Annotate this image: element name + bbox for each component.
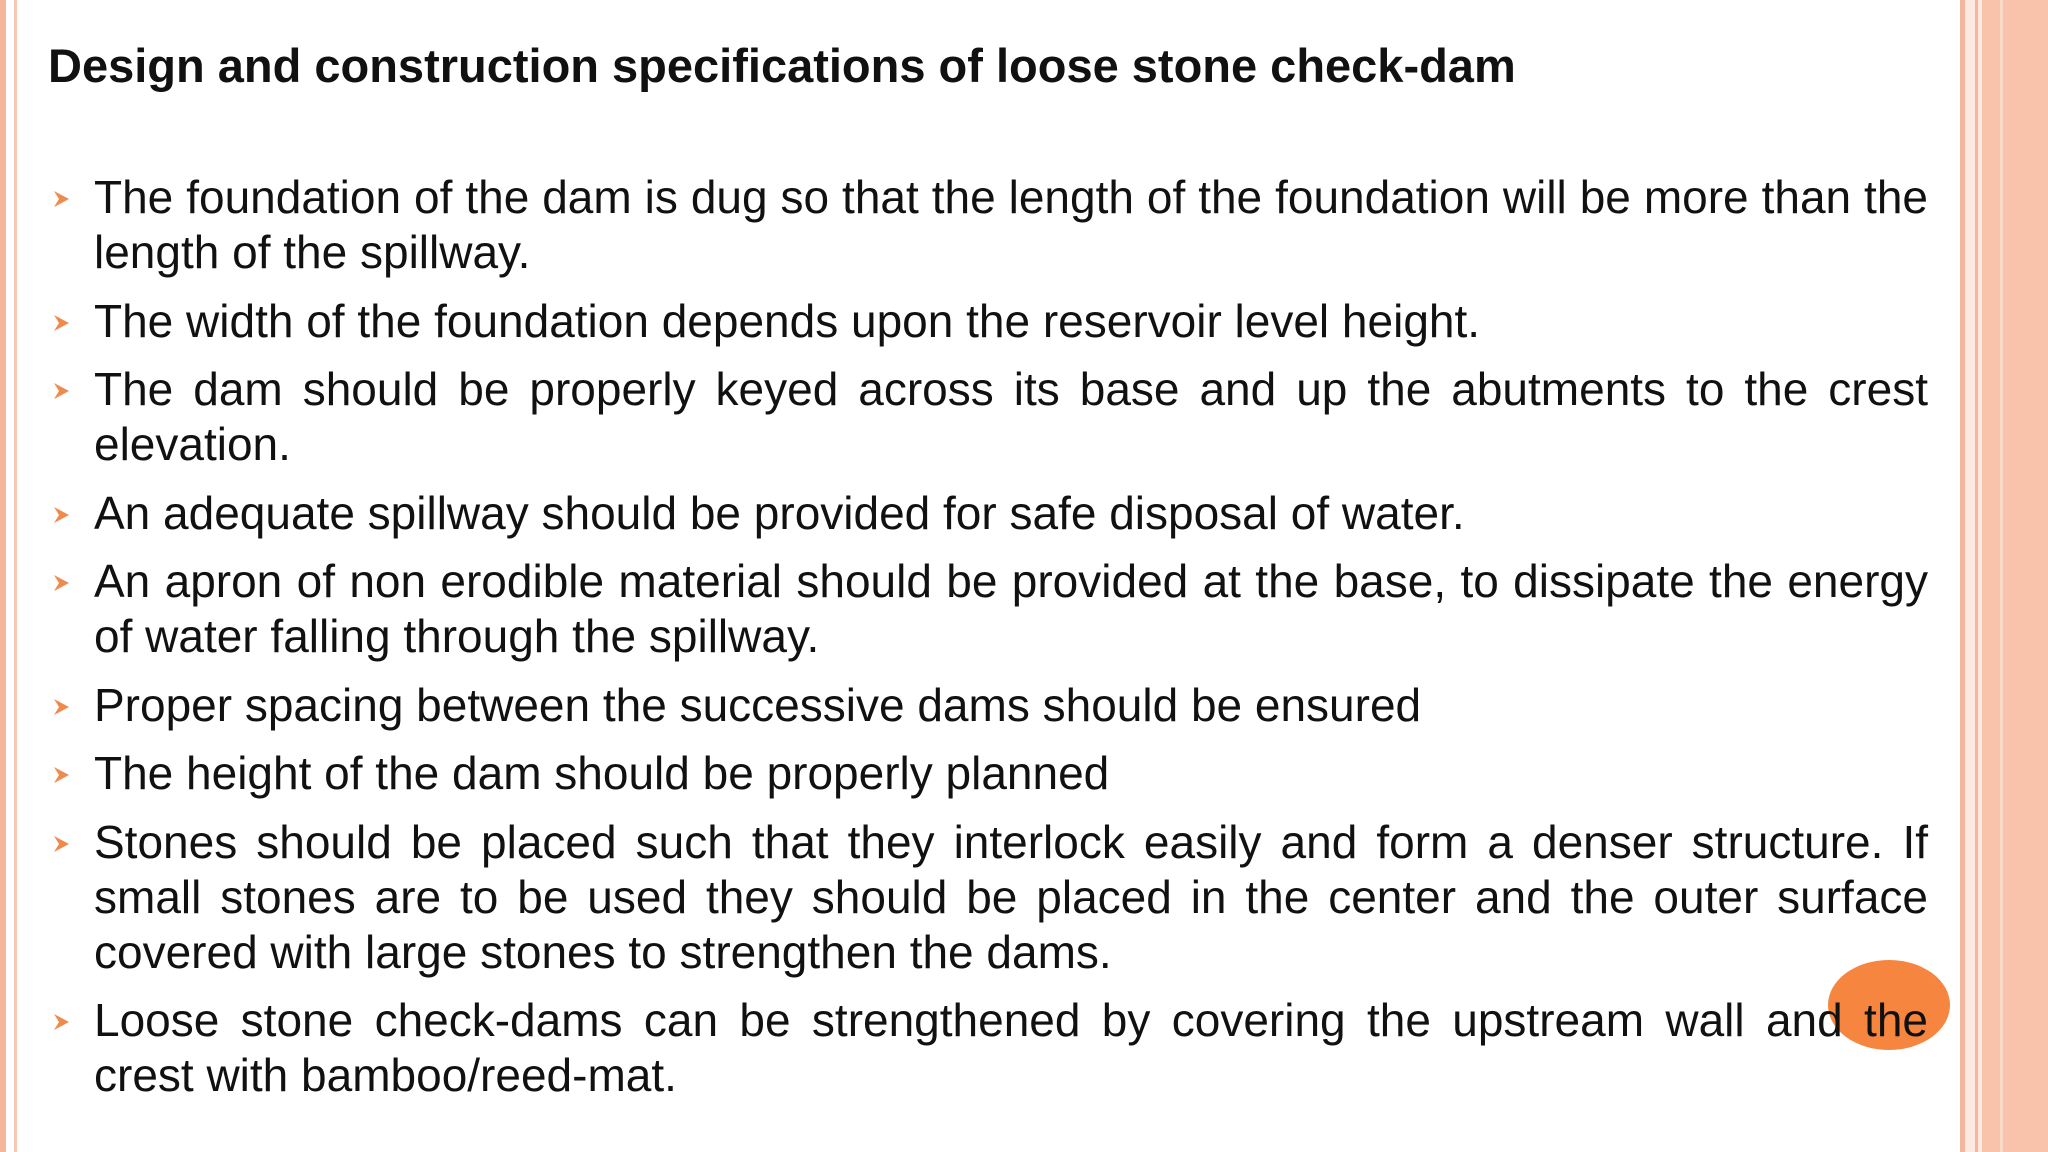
arrowhead-bullet-icon	[50, 380, 72, 402]
arrowhead-bullet-icon	[50, 188, 72, 210]
arrowhead-bullet-icon	[50, 312, 72, 334]
bullet-item	[48, 815, 1928, 980]
slide-title: Design and construction specifications of loose stone check-dam	[48, 39, 1516, 92]
bullet-text: An adequate spillway should be provided for safe disposal of water.	[94, 486, 1465, 539]
arrowhead-bullet-icon	[50, 504, 72, 526]
bullet-text: The width of the foundation depends upon the reservoir level height.	[94, 294, 1481, 347]
arrowhead-bullet-icon	[50, 572, 72, 594]
bullet-item	[48, 554, 1928, 664]
arrowhead-bullet-icon	[50, 696, 72, 718]
bullet-text: The height of the dam should be properly planned	[94, 747, 1110, 799]
bullet-text: Loose stone check-dams can be strengthened by covering the upstream wall and the crest with bamboo/reed-mat.	[94, 994, 1928, 1101]
bullet-item	[48, 486, 1928, 541]
bullet-item	[48, 362, 1928, 472]
bullet-text: An apron of non erodible material should be provided at the base, to dissipate the energy of water falling through the spillway.	[94, 555, 1928, 662]
arrowhead-bullet-icon	[50, 1011, 72, 1033]
bullet-text: The foundation of the dam is dug so that the length of the foundation will be more than the length of the spillway.	[94, 171, 1928, 278]
bullet-item	[48, 678, 1928, 733]
bullet-item	[48, 294, 1928, 349]
bullet-list	[48, 170, 1928, 1117]
bullet-item	[48, 746, 1928, 801]
bullet-text: Stones should be placed such that they interlock easily and form a denser structure. If small stones are to be used they should be placed in the center and the outer surface covered with large stones to strengthen the dams.	[94, 815, 1928, 978]
bullet-text: The dam should be properly keyed across its base and up the abutments to the crest elevation.	[94, 363, 1928, 470]
bullet-text: Proper spacing between the successive dams should be ensured	[94, 678, 1422, 731]
arrowhead-bullet-icon	[50, 833, 72, 855]
bullet-item	[48, 993, 1928, 1103]
bullet-item	[48, 170, 1928, 280]
arrowhead-bullet-icon	[50, 764, 72, 786]
